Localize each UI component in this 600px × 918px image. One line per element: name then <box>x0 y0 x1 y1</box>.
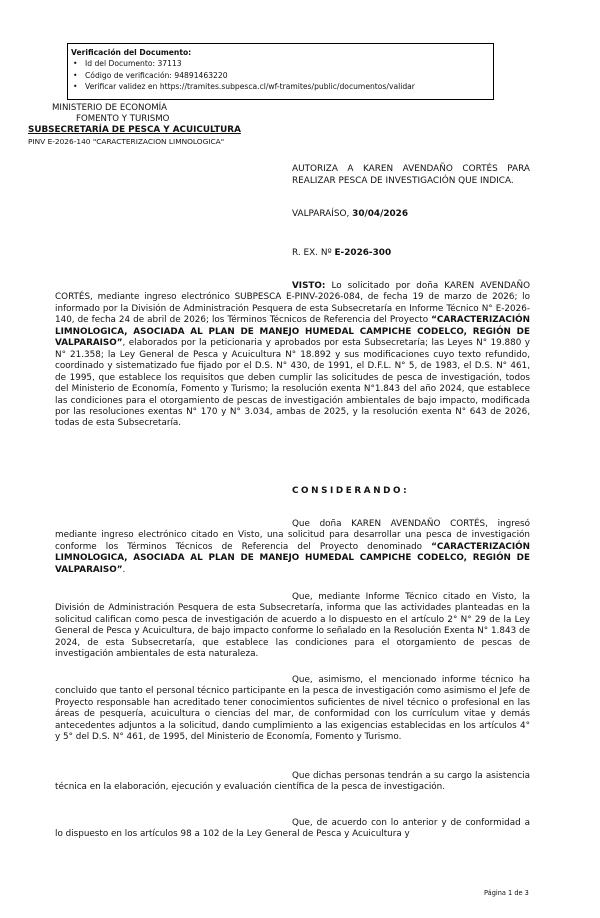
considerando-p2-text: Que, mediante Informe Técnico citado en Visto, la División de Administración Pesquera de esta Subsecretaría, informa que las actividades planteadas en la solicitud califican como pesca de investigación de acuerdo a lo dispuesto en el artículo 2° N° 29 de la Ley General de Pesca y Acuicultura, de bajo impacto conforme lo señalado en la Resolución Exenta N° 1.843 de 2024, de esta Subsecretaría, que establece las condiciones para el otorgamiento de pescas de investigación ambientales de esta naturaleza. <box>55 592 530 660</box>
considerando-p1-project: “CARACTERIZACIÓN LIMNOLOGICA, ASOCIADA AL PLAN DE MANEJO HUMEDAL CAMPICHE CODELCO, REGIÓN DE VALPARAISO” <box>55 541 530 575</box>
visto-text-1: Lo solicitado por doña KAREN AVENDAÑO CORTÉS, mediante ingreso electrónico SUBPESCA E-PINV-2026-084, de fecha 19 de marzo de 2026; lo informado por la División de Administración Pesquera de esta Subsecretaría en Informe Técnico N° E-2026-140, de fecha 24 de abril de 2026; los Términos Técnicos de Referencia del Proyecto <box>55 281 530 326</box>
verification-list <box>71 58 493 92</box>
resolution-number <box>292 248 530 260</box>
considerando-paragraph-3 <box>55 675 530 744</box>
visto-project-name: “CARACTERIZACIÓN LIMNOLOGICA, ASOCIADA AL PLAN DE MANEJO HUMEDAL CAMPICHE CODELCO, REGIÓN DE VALPARAISO” <box>55 315 530 349</box>
verification-link[interactable]: • Verificar validez en https://tramites.subpesca.cl/wf-tramites/public/documentos/validar <box>85 81 493 92</box>
considerando-paragraph-2 <box>55 592 530 661</box>
ministry-name: MINISTERIO DE ECONOMÍA <box>52 103 168 113</box>
considerando-paragraph-4 <box>55 771 530 794</box>
resolution-date: 30/04/2026 <box>352 209 409 219</box>
considerando-p5-text: Que, de acuerdo con lo anterior y de conformidad a lo dispuesto en los artículos 98 a 102 de la Ley General de Pesca y Acuicultura y <box>55 818 530 840</box>
verification-box <box>67 43 494 100</box>
place-label: VALPARAÍSO, <box>292 209 350 219</box>
considerando-paragraph-5 <box>55 818 530 841</box>
file-reference: PINV E-2026-140 "CARACTERIZACION LIMNOLOGICA" <box>28 137 225 146</box>
visto-text-2: , elaborados por la peticionaria y aprobados por esta Subsecretaría; las Leyes N° 19.880 y N° 21.358; la Ley General de Pesca y Acuicultura N° 18.892 y sus modificaciones cuyo texto refundido, coordinado y sistematizado fue fijado por el D.S. N° 430, de 1991, el D.F.L. N° 5, de 1983, el D.S. N° 461, de 1995, que establece los requisitos que deben cumplir las solicitudes de pesca de investigación, todos del Ministerio de Economía, Fomento y Turismo; la resolución exenta N°1.843 del año 2024, que establece las condiciones para el otorgamiento de pescas de investigación ambientales de bajo impacto, modificada por las resoluciones exentas N° 170 y N° 3.034, ambas de 2025, y la resolución exenta N° 643 de 2026, todas de esta Subsecretaría. <box>55 338 530 429</box>
resolution-number-label: R. EX. Nº <box>292 248 332 258</box>
considerando-p1-seg2: . <box>122 564 126 575</box>
considerando-p1-seg1: Que doña KAREN AVENDAÑO CORTÉS, ingresó mediante ingreso electrónico citado en Visto, una solicitud para desarrollar una pesca de investigación conforme los Términos Técnicos de Referencia del Proyecto denominado <box>55 519 530 552</box>
considerando-p1-text <box>55 519 530 576</box>
considerando-paragraph-1 <box>55 519 530 576</box>
resolution-summary: AUTORIZA A KAREN AVENDAÑO CORTÉS PARA REALIZAR PESCA DE INVESTIGACIÓN QUE INDICA. <box>292 164 530 186</box>
visto-paragraph <box>55 281 530 430</box>
considerando-heading: CONSIDERANDO: <box>292 486 410 496</box>
subsecretaria-name: SUBSECRETARÍA DE PESCA Y ACUICULTURA <box>28 125 241 135</box>
resolution-number-value: E-2026-300 <box>334 248 392 258</box>
considerando-p4-text: Que dichas personas tendrán a su cargo la asistencia técnica en la elaboración, ejecución y evaluación científica de la pesca de investigación. <box>55 771 530 793</box>
verification-code: • Código de verificación: 94891463220 <box>85 70 493 81</box>
page-number: Página 1 de 3 <box>484 889 529 897</box>
ministry-header <box>28 103 278 147</box>
verification-doc-id: • Id del Documento: 37113 <box>85 58 493 69</box>
considerando-p3-text: Que, asimismo, el mencionado informe técnico ha concluido que tanto el personal técnico participante en la pesca de investigación como asimismo el Jefe de Proyecto responsable han acreditado tener conocimientos suficientes de nivel técnico o profesional en las áreas de pesquería, acuicultura o ciencias del mar, de conformidad con los currículum vitae y demás antecedentes adjuntos a la solicitud, dando cumplimiento a las exigencias establecidas en los artículos 4° y 5° del D.S. N° 461, de 1995, del Ministerio de Economía, Fomento y Turismo. <box>55 675 530 743</box>
visto-section <box>55 281 530 430</box>
ministry-name-line2: FOMENTO Y TURISMO <box>76 114 170 124</box>
visto-label: VISTO: <box>292 281 326 291</box>
verification-title: Verificación del Documento: <box>71 48 192 57</box>
resolution-place-date <box>292 209 530 221</box>
